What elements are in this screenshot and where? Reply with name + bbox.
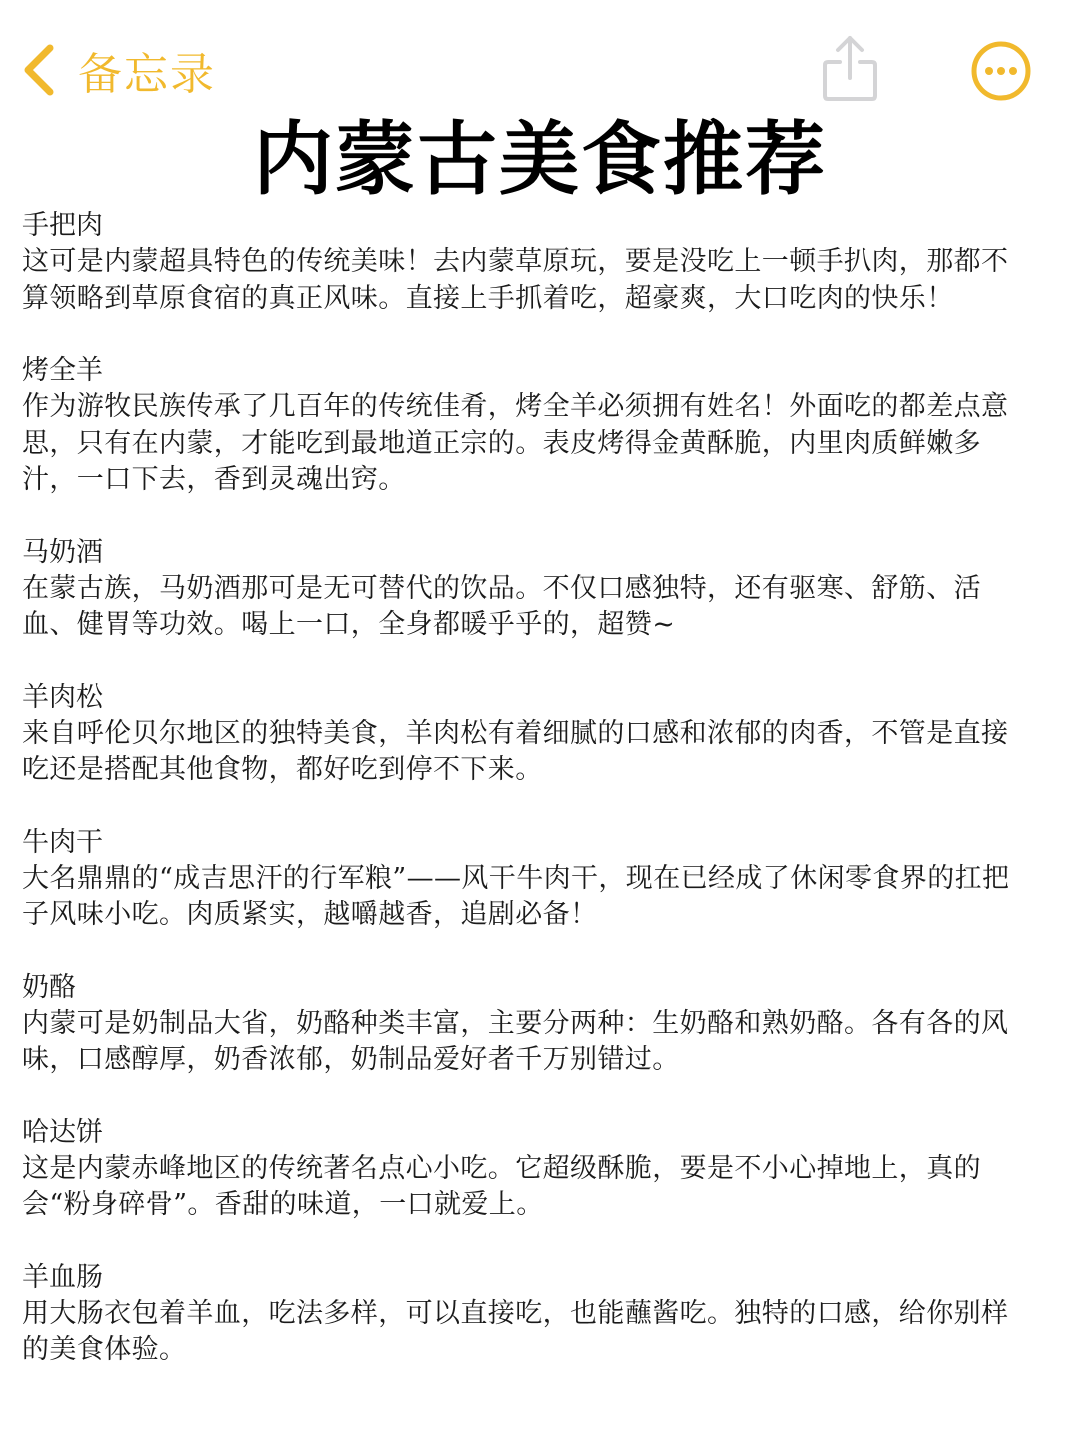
dish-section: [22, 1260, 1012, 1369]
share-button[interactable]: [820, 34, 880, 104]
dish-name: 牛肉干: [22, 826, 103, 858]
dish-section: [22, 680, 1012, 789]
dish-name: 奶酪: [22, 971, 76, 1003]
share-icon: [820, 34, 880, 104]
dish-name: 哈达饼: [22, 1116, 103, 1148]
dish-section: [22, 1115, 1012, 1224]
dish-section: [22, 208, 1012, 317]
back-label: 备忘录: [78, 49, 216, 100]
dish-name: 马奶酒: [22, 536, 103, 568]
more-icon: [970, 40, 1032, 102]
dish-description: 大名鼎鼎的“成吉思汗的行军粮”——风干牛肉干，现在已经成了休闲零食界的扛把子风味小吃。肉质紧实，越嚼越香，追剧必备！: [22, 862, 1010, 930]
navigation-bar: [0, 0, 1080, 120]
dish-section: [22, 353, 1012, 499]
dish-section: [22, 825, 1012, 934]
dish-description: 作为游牧民族传承了几百年的传统佳肴，烤全羊必须拥有姓名！外面吃的都差点意思，只有在内蒙，才能吃到最地道正宗的。表皮烤得金黄酥脆，内里肉质鲜嫩多汁，一口下去，香到灵魂出窍。: [22, 391, 1009, 495]
note-title: 内蒙古美食推荐: [253, 113, 827, 206]
dish-name: 羊血肠: [22, 1261, 103, 1293]
note-body[interactable]: [22, 208, 1012, 1405]
dish-description: 这可是内蒙超具特色的传统美味！去内蒙草原玩，要是没吃上一顿手扒肉，那都不算领略到草原食宿的真正风味。直接上手抓着吃，超豪爽，大口吃肉的快乐！: [22, 246, 1009, 314]
dish-description: 内蒙可是奶制品大省，奶酪种类丰富，主要分两种：生奶酪和熟奶酪。各有各的风味，口感醇厚，奶香浓郁，奶制品爱好者千万别错过。: [22, 1007, 1009, 1075]
back-button[interactable]: [22, 40, 216, 100]
dish-name: 手把肉: [22, 210, 103, 241]
dish-section: [22, 970, 1012, 1079]
dish-name: 羊肉松: [22, 681, 103, 713]
more-button[interactable]: [970, 40, 1032, 102]
dish-description: 这是内蒙赤峰地区的传统著名点心小吃。它超级酥脆，要是不小心掉地上，真的会“粉身碎骨”。香甜的味道，一口就爱上。: [22, 1152, 981, 1220]
dish-description: 在蒙古族，马奶酒那可是无可替代的饮品。不仅口感独特，还有驱寒、舒筋、活血、健胃等功效。喝上一口，全身都暖乎乎的，超赞~: [22, 572, 981, 640]
dish-description: 来自呼伦贝尔地区的独特美食，羊肉松有着细腻的口感和浓郁的肉香，不管是直接吃还是搭配其他食物，都好吃到停不下来。: [22, 717, 1009, 785]
dish-name: 烤全羊: [22, 355, 103, 386]
chevron-left-icon: [22, 44, 56, 96]
dish-section: [22, 535, 1012, 644]
dish-description: 用大肠衣包着羊血，吃法多样，可以直接吃，也能蘸酱吃。独特的口感，给你别样的美食体验。: [22, 1297, 1009, 1365]
